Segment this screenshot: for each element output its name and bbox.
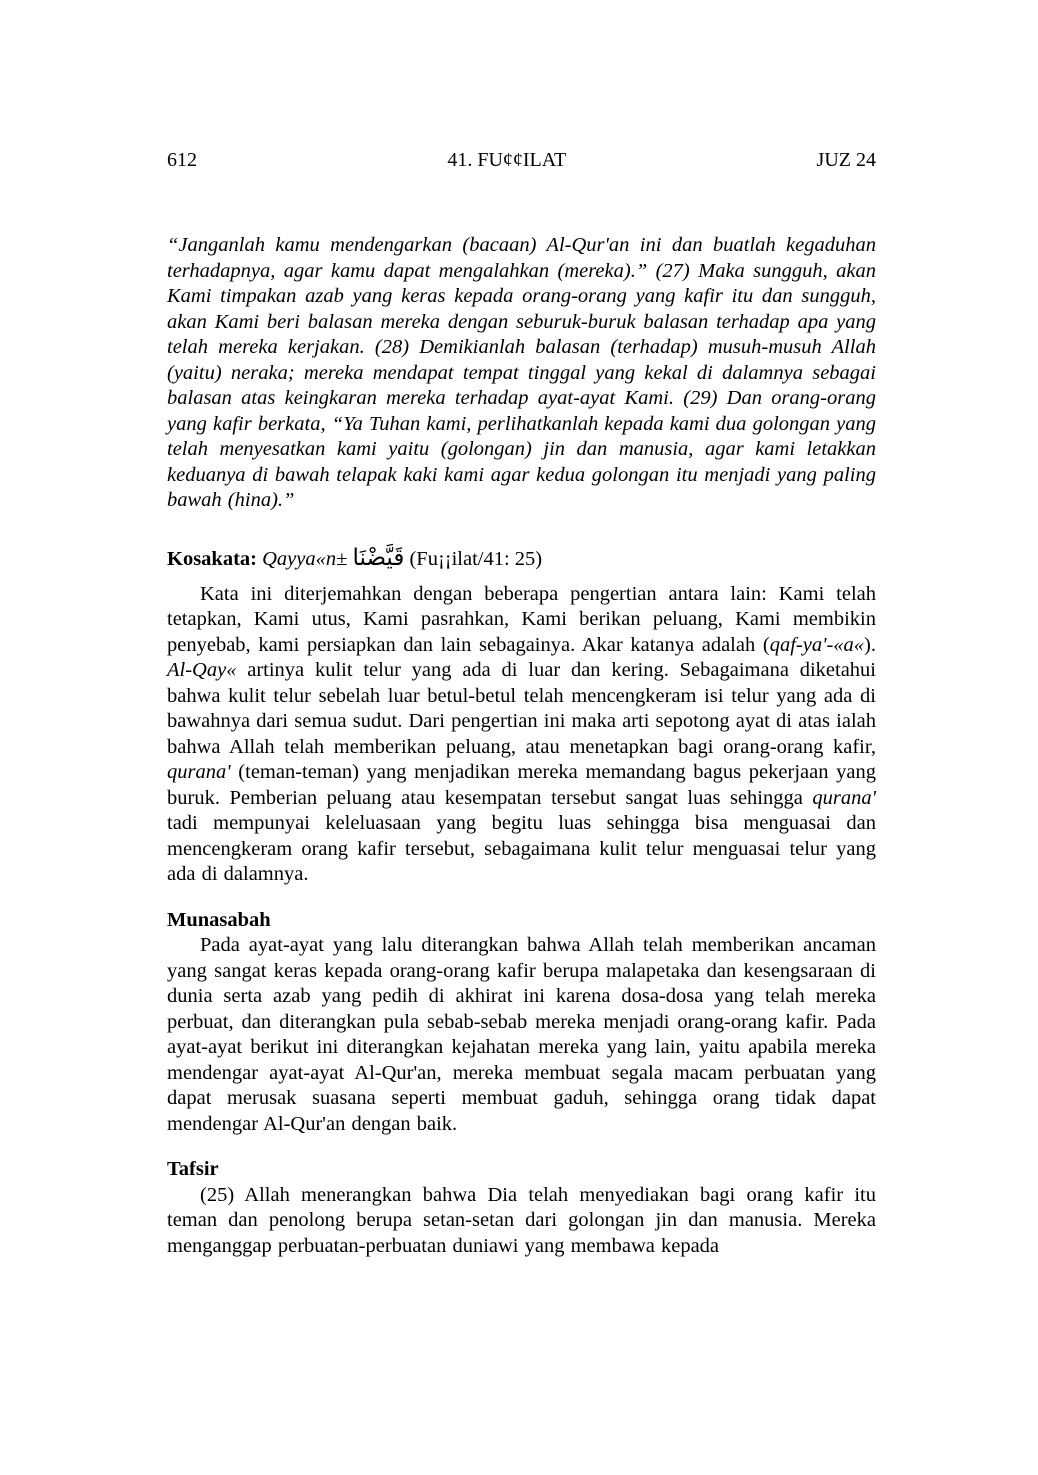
- kosakata-paragraph: Kata ini diterjemahkan dengan beberapa pengertian antara lain: Kami telah tetapkan, Kami utus, Kami pasrahkan, Kami berikan peluang, Kami membikin penyebab, kami persiapkan dan lain sebagainya. Akar katanya adalah (qaf-ya'-«a«). Al-Qay« artinya kulit telur yang ada di luar dan kering. Sebagaimana diketahui bahwa kulit telur sebelah luar betul-betul telah mencengkeram isi telur yang ada di bawahnya dari semua sudut. Dari pengertian ini maka arti sepotong ayat di atas ialah bahwa Allah telah memberikan peluang, atau menetapkan bagi orang-orang kafir, qurana' (teman-teman) yang menjadikan mereka memandang bagus pekerjaan yang buruk. Pemberian peluang atau kesempatan tersebut sangat luas sehingga qurana' tadi mempunyai keleluasaan yang begitu luas sehingga bisa menguasai dan mencengkeram orang kafir tersebut, sebagaimana kulit telur menguasai telur yang ada di dalamnya.: [167, 582, 876, 885]
- juz-label: JUZ 24: [816, 149, 876, 171]
- chapter-title: 41. FU¢¢ILAT: [447, 149, 567, 171]
- kosakata-heading: Kosakata: Qayya«n± قَيَّضْنَا (Fu¡¡ilat/41: 25): [167, 544, 543, 571]
- munasabah-heading: Munasabah: [167, 908, 271, 931]
- page-number: 612: [167, 149, 197, 171]
- page-content: [167, 148, 876, 1259]
- tafsir-paragraph: (25) Allah menerangkan bahwa Dia telah menyediakan bagi orang kafir itu teman dan penolong berupa setan-setan dari golongan jin dan manusia. Mereka menganggap perbuatan-perbuatan duniawi yang membawa kepada: [167, 1183, 876, 1257]
- munasabah-paragraph: Pada ayat-ayat yang lalu diterangkan bahwa Allah telah memberikan ancaman yang sangat keras kepada orang-orang kafir berupa malapetaka dan kesengsaraan di dunia serta azab yang pedih di akhirat ini karena dosa-dosa yang telah mereka perbuat, dan diterangkan pula sebab-sebab mereka menjadi orang-orang kafir. Pada ayat-ayat berikut ini diterangkan kejahatan mereka yang lain, yaitu apabila mereka mendengar ayat-ayat Al-Qur'an, mereka membuat segala macam perbuatan yang dapat merusak suasana seperti membuat gaduh, sehingga orang tidak dapat mendengar Al-Qur'an dengan baik.: [167, 934, 876, 1135]
- tafsir-heading: Tafsir: [167, 1158, 219, 1180]
- page-header: [167, 148, 876, 173]
- verse-translation-paragraph: “Janganlah kamu mendengarkan (bacaan) Al-Qur'an ini dan buatlah kegaduhan terhadapnya, agar kamu dapat mengalahkan (mereka).” (27) Maka sungguh, akan Kami timpakan azab yang keras kepada orang-orang yang kafir itu dan sungguh, akan Kami beri balasan mereka dengan seburuk-buruk balasan terhadap apa yang telah mereka kerjakan. (28) Demikianlah balasan (terhadap) musuh-musuh Allah (yaitu) neraka; mereka mendapat tempat tinggal yang kekal di dalamnya sebagai balasan atas keingkaran mereka terhadap ayat-ayat Kami. (29) Dan orang-orang yang kafir berkata, “Ya Tuhan kami, perlihatkanlah kepada kami dua golongan yang telah menyesatkan kami yaitu (golongan) jin dan manusia, agar kami letakkan keduanya di bawah telapak kaki kami agar kedua golongan itu menjadi yang paling bawah (hina).”: [167, 234, 876, 511]
